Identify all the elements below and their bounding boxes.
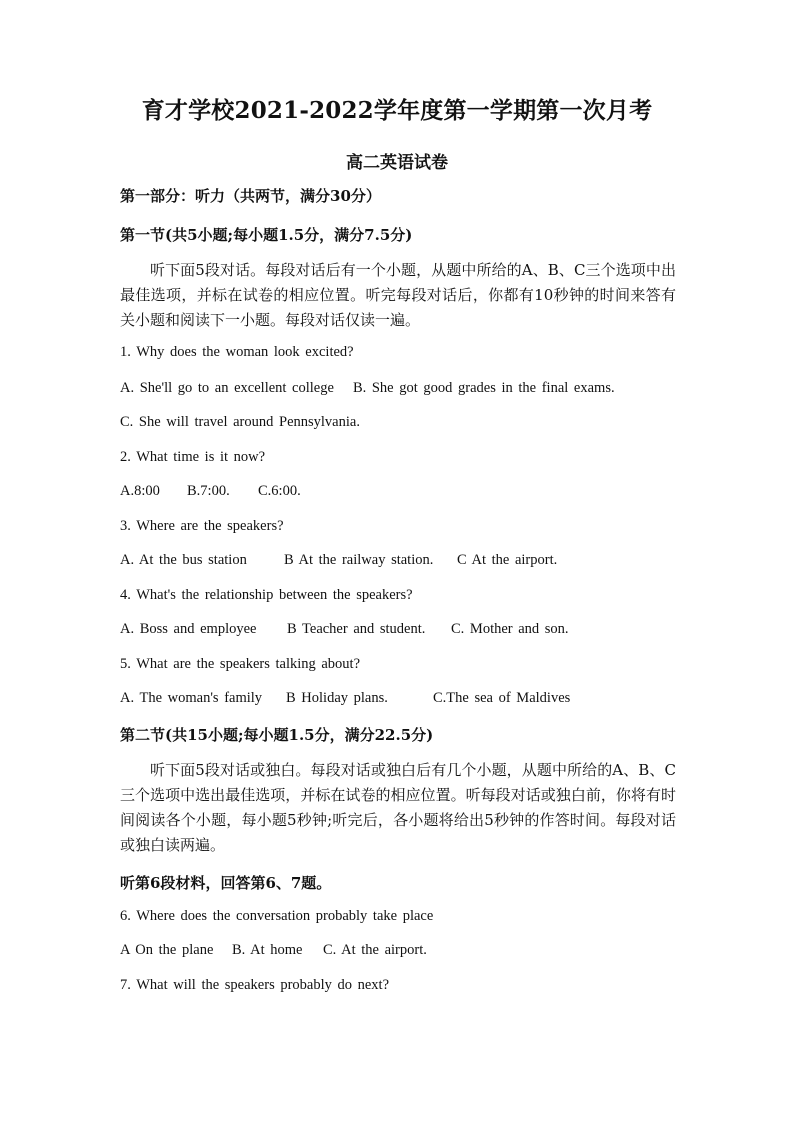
option-a: A. She'll go to an excellent college — [120, 380, 334, 396]
question-5: 5. What are the speakers talking about? — [120, 656, 361, 672]
option-c: C At the airport. — [457, 552, 558, 568]
option-c: C.The sea of Maldives — [433, 690, 571, 706]
question-6: 6. Where does the conversation probably take place — [120, 908, 434, 924]
section2-instructions: 听下面5段对话或独白。每段对话或独白后有几个小题，从题中所给的A、B、C三个选项中选出最佳选项，并标在试卷的相应位置。听每段对话或独白前，你将有时间阅读各个小题，每小题5秒钟;听完后，各小题将给出5秒钟的作答时间。每段对话或独白读两遍。 — [120, 761, 676, 854]
option-a: A. At the bus station — [120, 552, 247, 568]
option-c: C. She will travel around Pennsylvania. — [120, 414, 360, 430]
section1-heading: 第一节(共5小题;每小题1.5分，满分7.5分) — [120, 226, 413, 244]
section2-heading: 第二节(共15小题;每小题1.5分，满分22.5分) — [120, 726, 434, 744]
option-b: B. She got good grades in the final exams. — [352, 380, 615, 396]
question-2: 2. What time is it now? — [120, 449, 266, 465]
material-6-heading: 听第6段材料，回答第6、7题。 — [120, 874, 332, 892]
question-3: 3. Where are the speakers? — [120, 518, 284, 534]
question-2-options — [120, 483, 301, 500]
option-b: B Teacher and student. — [287, 621, 426, 637]
exam-title: 育才学校2021-2022学年度第一学期第一次月考 — [141, 97, 653, 124]
option-c: C.6:00. — [258, 483, 301, 499]
option-b: B.7:00. — [187, 483, 230, 499]
option-a: A. The woman's family — [120, 690, 263, 706]
option-a: A.8:00 — [120, 483, 160, 499]
question-3-options — [120, 552, 557, 569]
option-a: A. Boss and employee — [120, 621, 257, 637]
question-4: 4. What's the relationship between the speakers? — [120, 587, 413, 603]
option-c: C. Mother and son. — [451, 621, 569, 637]
question-1-options-row2 — [120, 414, 360, 431]
option-b: B. At home — [232, 942, 303, 958]
part1-heading: 第一部分：听力（共两节，满分30分） — [120, 187, 381, 205]
question-6-options — [120, 942, 427, 959]
option-c: C. At the airport. — [323, 942, 427, 958]
section1-instructions: 听下面5段对话。每段对话后有一个小题，从题中所给的A、B、C三个选项中出最佳选项，并标在试卷的相应位置。听完每段对话后，你都有10秒钟的时间来答有关小题和阅读下一小题。每段对话仅读一遍。 — [120, 261, 676, 329]
option-b: B Holiday plans. — [286, 690, 388, 706]
option-b: B At the railway station. — [284, 552, 434, 568]
question-4-options — [120, 621, 569, 638]
question-7: 7. What will the speakers probably do next? — [120, 977, 390, 993]
option-a: A On the plane — [120, 942, 214, 958]
exam-subtitle: 高二英语试卷 — [346, 153, 448, 173]
question-1: 1. Why does the woman look excited? — [120, 344, 354, 360]
question-5-options — [120, 690, 570, 707]
question-1-options-row1 — [120, 380, 615, 397]
